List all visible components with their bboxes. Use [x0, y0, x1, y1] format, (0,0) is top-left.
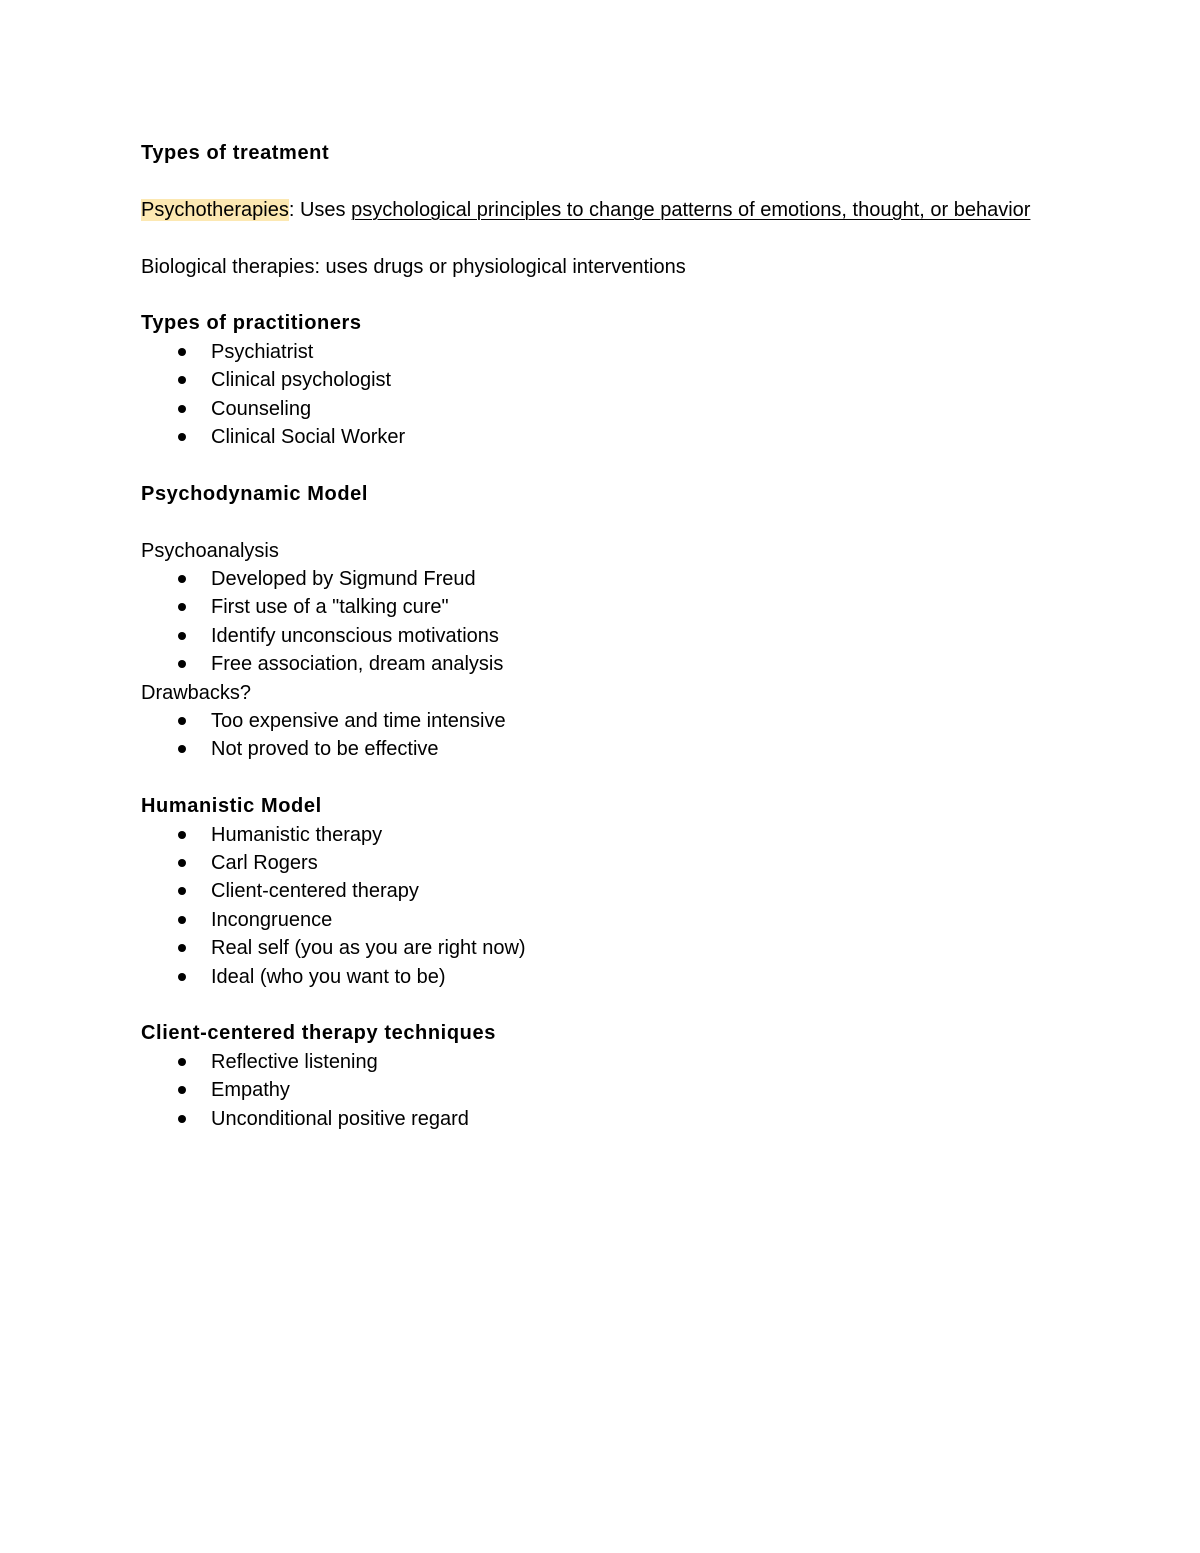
bullet-icon	[178, 1086, 186, 1094]
bullet-icon	[178, 376, 186, 384]
spacer	[141, 224, 1041, 252]
list-item-text: Ideal (who you want to be)	[211, 965, 446, 988]
spacer	[141, 167, 1041, 195]
heading-types-of-treatment: Types of treatment	[141, 142, 330, 164]
psychotherapies-term-highlight: Psychotherapies	[141, 198, 289, 221]
list-item	[141, 1048, 1041, 1076]
list-item	[141, 338, 1041, 366]
drawbacks-label: Drawbacks?	[141, 681, 252, 704]
bullet-icon	[178, 433, 186, 441]
list-item-text: Clinical psychologist	[211, 369, 392, 392]
list-item-text: Too expensive and time intensive	[211, 710, 506, 733]
bullet-icon	[178, 1115, 186, 1123]
bullet-icon	[178, 575, 186, 583]
list-item	[141, 1076, 1041, 1104]
list-item	[141, 423, 1041, 451]
list-item	[141, 593, 1041, 621]
list-item-text: Real self (you as you are right now)	[211, 937, 526, 960]
list-item-text: First use of a "talking cure"	[211, 596, 449, 619]
list-item	[141, 622, 1041, 650]
bullet-icon	[178, 944, 186, 952]
bullet-icon	[178, 745, 186, 753]
list-item-text: Empathy	[211, 1079, 290, 1102]
list-item-text: Unconditional positive regard	[211, 1107, 469, 1130]
psychotherapies-paragraph	[141, 196, 1041, 224]
list-item-text: Humanistic therapy	[211, 823, 383, 846]
list-item	[141, 906, 1041, 934]
humanistic-list	[141, 821, 1041, 991]
list-item	[141, 849, 1041, 877]
spacer	[141, 991, 1041, 1019]
list-item-text: Psychiatrist	[211, 340, 314, 363]
heading-types-of-practitioners: Types of practitioners	[141, 312, 362, 335]
list-item-text: Clinical Social Worker	[211, 426, 406, 449]
bullet-icon	[178, 348, 186, 356]
list-item	[141, 650, 1041, 678]
heading-psychodynamic-model: Psychodynamic Model	[141, 482, 369, 505]
heading-humanistic-model: Humanistic Model	[141, 795, 322, 818]
list-item-text: Not proved to be effective	[211, 738, 439, 761]
bullet-icon	[178, 859, 186, 867]
bullet-icon	[178, 831, 186, 839]
list-item-text: Carl Rogers	[211, 852, 318, 875]
bullet-icon	[178, 660, 186, 668]
bullet-icon	[178, 973, 186, 981]
bullet-icon	[178, 1058, 186, 1066]
psychoanalysis-label: Psychoanalysis	[141, 539, 279, 562]
list-item	[141, 1105, 1041, 1133]
drawbacks-list	[141, 707, 1041, 764]
list-item-text: Developed by Sigmund Freud	[211, 568, 476, 591]
list-item	[141, 934, 1041, 962]
biological-therapies-paragraph: Biological therapies: uses drugs or physiological interventions	[141, 255, 686, 278]
list-item-text: Identify unconscious motivations	[211, 624, 499, 647]
practitioners-list	[141, 338, 1041, 452]
list-item-text: Free association, dream analysis	[211, 653, 504, 676]
list-item-text: Incongruence	[211, 908, 333, 931]
bullet-icon	[178, 717, 186, 725]
list-item	[141, 707, 1041, 735]
spacer	[141, 281, 1041, 309]
list-item-text: Reflective listening	[211, 1050, 378, 1073]
psychotherapies-definition: psychological principles to change patterns of emotions, thought, or behavior	[351, 198, 1031, 221]
list-item	[141, 735, 1041, 763]
list-item-text: Client-centered therapy	[211, 880, 419, 903]
bullet-icon	[178, 887, 186, 895]
psychoanalysis-list	[141, 565, 1041, 679]
list-item	[141, 821, 1041, 849]
spacer	[141, 451, 1041, 479]
bullet-icon	[178, 603, 186, 611]
list-item	[141, 877, 1041, 905]
document-page	[141, 139, 1041, 1133]
bullet-icon	[178, 632, 186, 640]
list-item	[141, 565, 1041, 593]
list-item	[141, 366, 1041, 394]
spacer	[141, 508, 1041, 536]
bullet-icon	[178, 405, 186, 413]
list-item-text: Counseling	[211, 397, 312, 420]
bullet-icon	[178, 916, 186, 924]
heading-client-centered-techniques: Client-centered therapy techniques	[141, 1022, 496, 1045]
spacer	[141, 764, 1041, 792]
psychotherapies-separator: : Uses	[288, 198, 352, 221]
techniques-list	[141, 1048, 1041, 1133]
list-item	[141, 395, 1041, 423]
list-item	[141, 963, 1041, 991]
